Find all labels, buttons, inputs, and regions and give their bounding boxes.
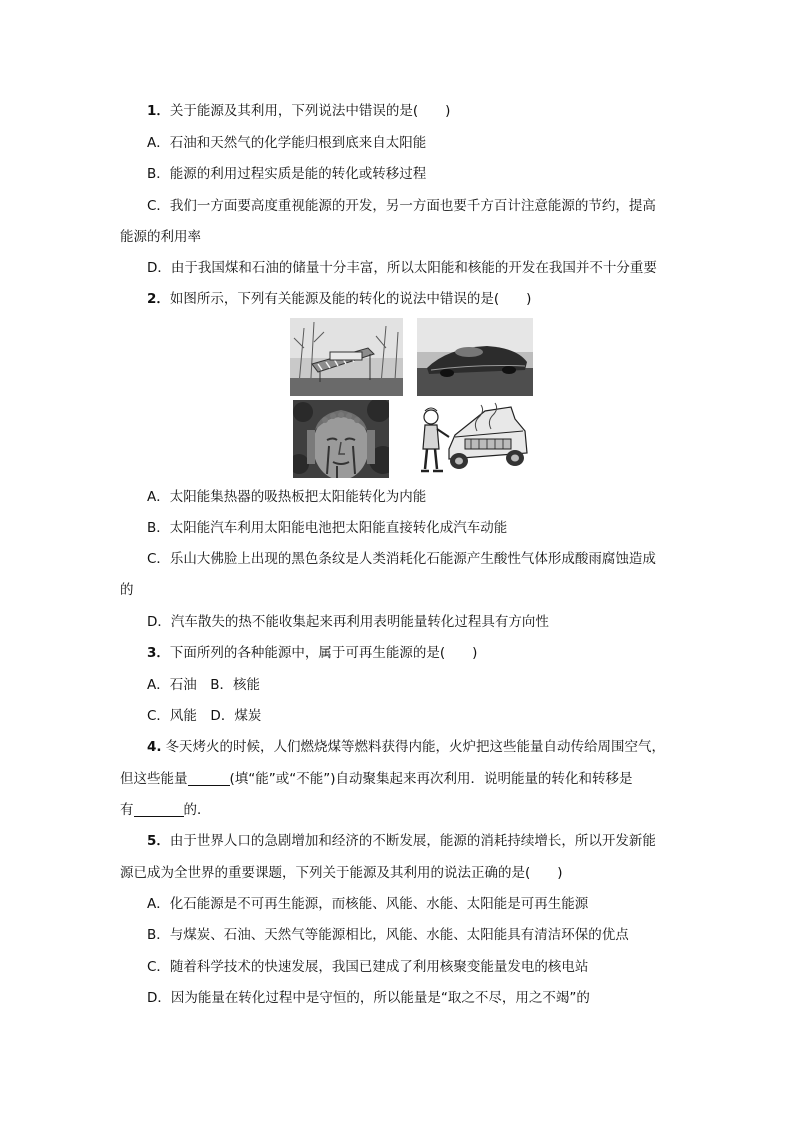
q1-option-b: B．能源的利用过程实质是能的转化或转移过程 xyxy=(147,166,427,182)
q4-line-3 xyxy=(120,801,211,819)
question-text: 冬天烤火的时候，人们燃烧煤等燃料获得内能，火炉把这些能量自动传给周围空气， xyxy=(165,739,666,755)
q4-text-before-blank: 但这些能量 xyxy=(120,771,188,787)
q3-options-cd: C．风能 D．煤炭 xyxy=(147,708,262,724)
q2-option-c: C．乐山大佛脸上出现的黑色条纹是人类消耗化石能源产生酸性气体形成酸雨腐蚀造成 xyxy=(147,551,656,567)
answer-blank-1[interactable] xyxy=(188,771,230,786)
q5-option-c: C．随着科学技术的快速发展，我国已建成了利用核聚变能量发电的核电站 xyxy=(147,959,589,975)
question-number: 3． xyxy=(147,645,170,661)
q1-option-c-cont: 能源的利用率 xyxy=(120,229,201,245)
q4-text-before-blank: 有 xyxy=(120,802,134,818)
question-text: 如图所示，下列有关能源及能的转化的说法中错误的是( ) xyxy=(169,291,532,307)
question-4-stem xyxy=(147,738,665,756)
question-text: 下面所列的各种能源中，属于可再生能源的是( ) xyxy=(169,645,478,661)
question-3-stem xyxy=(147,644,477,662)
question-1-stem xyxy=(147,102,450,120)
question-text: 由于世界人口的急剧增加和经济的不断发展，能源的消耗持续增长，所以开发新能 xyxy=(169,833,656,849)
q4-text-after-blank: 的． xyxy=(183,802,211,818)
q2-option-a: A．太阳能集热器的吸热板把太阳能转化为内能 xyxy=(147,489,427,505)
question-5-stem-cont: 源已成为全世界的重要课题，下列关于能源及其利用的说法正确的是( ) xyxy=(120,865,563,881)
q1-option-d: D．由于我国煤和石油的储量十分丰富，所以太阳能和核能的开发在我国并不十分重要 xyxy=(147,260,657,276)
question-text: 关于能源及其利用，下列说法中错误的是( ) xyxy=(169,103,451,119)
q5-option-d: D．因为能量在转化过程中是守恒的，所以能量是“取之不尽，用之不竭”的 xyxy=(147,990,590,1006)
question-number: 2． xyxy=(147,291,170,307)
question-number: 5． xyxy=(147,833,170,849)
car-engine-cartoon-image xyxy=(415,401,530,476)
answer-blank-2[interactable] xyxy=(134,802,184,817)
question-5-stem xyxy=(147,832,656,850)
question-2-stem xyxy=(147,290,531,308)
solar-water-heater-image xyxy=(290,318,403,396)
q1-option-a: A．石油和天然气的化学能归根到底来自太阳能 xyxy=(147,135,427,151)
q3-options-ab: A．石油 B．核能 xyxy=(147,677,260,693)
question-number: 1． xyxy=(147,103,170,119)
leshan-giant-buddha-image xyxy=(293,400,389,478)
q4-line-2 xyxy=(120,770,633,788)
question-number: 4. xyxy=(147,739,162,755)
q5-option-a: A．化石能源是不可再生能源，而核能、风能、水能、太阳能是可再生能源 xyxy=(147,896,589,912)
q2-option-d: D．汽车散失的热不能收集起来再利用表明能量转化过程具有方向性 xyxy=(147,614,549,630)
q2-option-b: B．太阳能汽车利用太阳能电池把太阳能直接转化成汽车动能 xyxy=(147,520,508,536)
q2-option-c-cont: 的 xyxy=(120,582,134,598)
q5-option-b: B．与煤炭、石油、天然气等能源相比，风能、水能、太阳能具有清洁环保的优点 xyxy=(147,927,629,943)
q1-option-c: C．我们一方面要高度重视能源的开发，另一方面也要千方百计注意能源的节约，提高 xyxy=(147,198,656,214)
solar-car-image xyxy=(417,318,533,396)
q4-text-after-blank: (填“能”或“不能”)自动聚集起来再次利用．说明能量的转化和转移是 xyxy=(229,771,633,787)
